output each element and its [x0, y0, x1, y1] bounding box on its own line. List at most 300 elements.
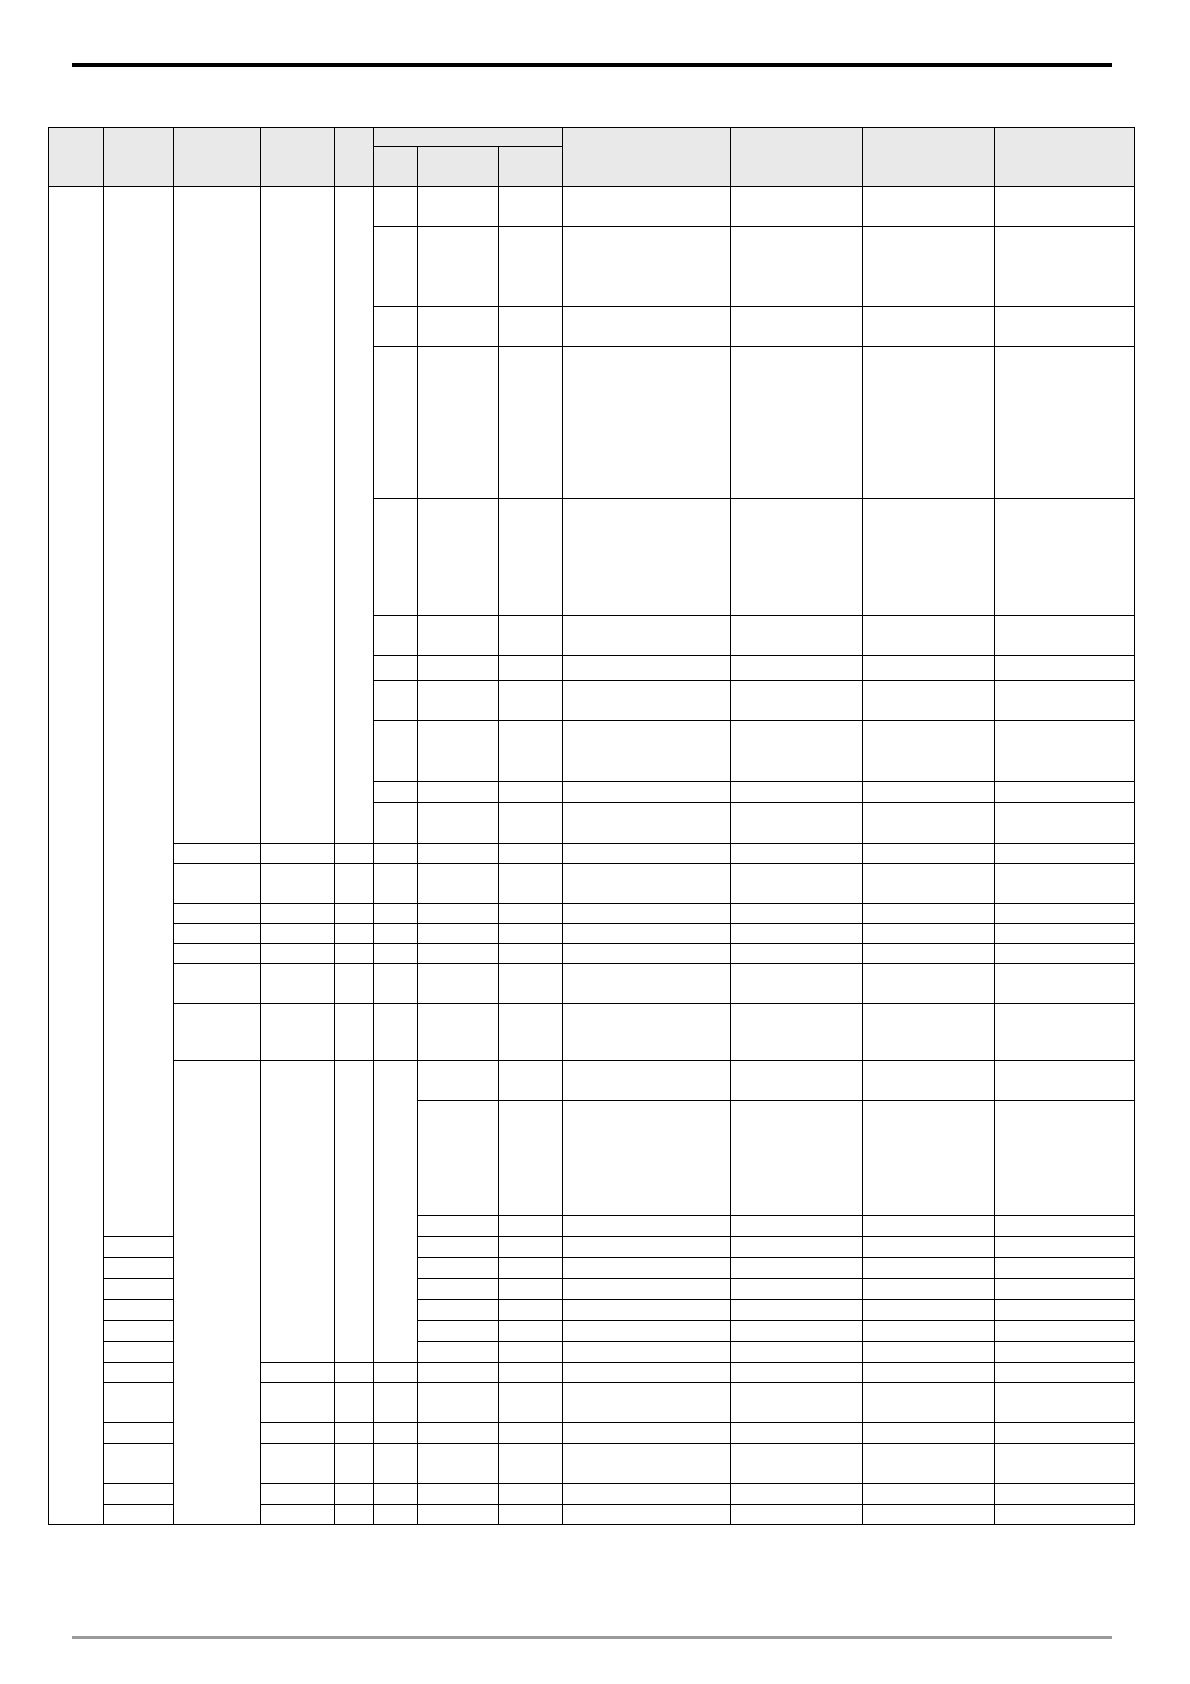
table-cell	[563, 1383, 731, 1423]
table-cell	[995, 1383, 1135, 1423]
table-cell	[499, 1258, 563, 1279]
table-cell	[374, 844, 418, 864]
table-cell	[374, 1004, 418, 1061]
table-cell	[374, 1363, 418, 1383]
table-cell	[374, 656, 418, 681]
table-cell	[418, 1363, 499, 1383]
header-cell	[995, 128, 1135, 187]
table-cell	[863, 1258, 995, 1279]
table-cell	[374, 944, 418, 964]
table-cell	[863, 1363, 995, 1383]
table-cell	[563, 1300, 731, 1321]
table-cell	[499, 1004, 563, 1061]
parameter-table	[48, 127, 1134, 1528]
table-cell	[863, 187, 995, 227]
table-cell	[499, 964, 563, 1004]
table-cell	[418, 1279, 499, 1300]
table-cell	[418, 1484, 499, 1505]
table-row	[49, 864, 1135, 904]
table-cell	[863, 1321, 995, 1342]
table-cell	[731, 1216, 863, 1237]
table-cell	[731, 1300, 863, 1321]
table-cell	[731, 1237, 863, 1258]
table-cell	[418, 1101, 499, 1216]
table-cell	[499, 1444, 563, 1484]
table-cell	[104, 1363, 174, 1383]
table-cell	[863, 1505, 995, 1525]
table-cell	[731, 1342, 863, 1363]
header-cell	[863, 128, 995, 187]
item-cell	[261, 187, 335, 844]
table-cell	[374, 616, 418, 656]
table-cell	[563, 681, 731, 721]
table-cell	[995, 1300, 1135, 1321]
table-row	[49, 924, 1135, 944]
table-cell	[563, 924, 731, 944]
table-cell	[499, 347, 563, 499]
table-cell	[374, 803, 418, 844]
table-cell	[563, 656, 731, 681]
table-cell	[731, 1444, 863, 1484]
table-cell	[499, 782, 563, 803]
table-cell	[563, 1061, 731, 1101]
table-cell	[731, 1321, 863, 1342]
table-cell	[863, 307, 995, 347]
table-cell	[995, 944, 1135, 964]
table-cell	[731, 1004, 863, 1061]
table-cell	[418, 656, 499, 681]
header-cell	[563, 128, 731, 187]
table-cell	[563, 1423, 731, 1444]
table-cell	[418, 803, 499, 844]
table-cell	[863, 499, 995, 616]
table-cell	[995, 227, 1135, 307]
header-cell	[49, 128, 104, 187]
table-cell	[863, 944, 995, 964]
table-cell	[731, 904, 863, 924]
table-cell	[863, 1061, 995, 1101]
header-rule	[72, 63, 1112, 67]
table-cell	[335, 944, 374, 964]
table-cell	[995, 616, 1135, 656]
table-cell	[418, 864, 499, 904]
table-cell	[335, 1363, 374, 1383]
table-cell	[563, 803, 731, 844]
table-cell	[499, 1237, 563, 1258]
table-cell	[418, 904, 499, 924]
table-cell	[104, 1423, 174, 1444]
table-cell	[731, 1363, 863, 1383]
header-cell	[335, 128, 374, 187]
table-cell	[731, 864, 863, 904]
table-cell	[335, 1423, 374, 1444]
table-cell	[174, 964, 261, 1004]
table-cell	[995, 1505, 1135, 1525]
table-cell	[563, 1505, 731, 1525]
table-cell	[863, 1444, 995, 1484]
table-cell	[104, 1258, 174, 1279]
table-cell	[863, 782, 995, 803]
table-cell	[731, 782, 863, 803]
table-cell	[335, 904, 374, 924]
table-cell	[174, 1004, 261, 1061]
table-cell	[374, 307, 418, 347]
table-row	[49, 187, 1135, 227]
table-cell	[563, 1363, 731, 1383]
table-cell	[335, 924, 374, 944]
table-cell	[731, 1484, 863, 1505]
table-cell	[499, 1101, 563, 1216]
table-row	[49, 964, 1135, 1004]
table-cell	[863, 1300, 995, 1321]
table-cell	[863, 1237, 995, 1258]
table-cell	[499, 499, 563, 616]
table-cell	[174, 844, 261, 864]
table-cell	[261, 1363, 335, 1383]
table-cell	[499, 924, 563, 944]
table-cell	[863, 1342, 995, 1363]
table-cell	[863, 803, 995, 844]
table-cell	[261, 844, 335, 864]
table-cell	[261, 1444, 335, 1484]
item-cell	[261, 1061, 335, 1363]
table-cell	[418, 307, 499, 347]
table-cell	[995, 1216, 1135, 1237]
table-cell	[261, 864, 335, 904]
table-cell	[261, 924, 335, 944]
table-cell	[563, 1101, 731, 1216]
table-cell	[731, 1061, 863, 1101]
table-cell	[104, 1279, 174, 1300]
table-cell	[499, 307, 563, 347]
table-cell	[335, 1383, 374, 1423]
table-cell	[731, 227, 863, 307]
table-cell	[374, 1444, 418, 1484]
table-cell	[863, 1423, 995, 1444]
table-cell	[731, 844, 863, 864]
table-cell	[563, 1321, 731, 1342]
table-cell	[563, 944, 731, 964]
table-cell	[995, 1342, 1135, 1363]
table-cell	[418, 227, 499, 307]
table-cell	[995, 1279, 1135, 1300]
table-cell	[995, 187, 1135, 227]
table-row	[49, 944, 1135, 964]
table-cell	[418, 924, 499, 944]
table-cell	[174, 864, 261, 904]
table-cell	[563, 1342, 731, 1363]
table-cell	[863, 864, 995, 904]
table-cell	[374, 721, 418, 782]
table-cell	[418, 1383, 499, 1423]
table-row	[49, 904, 1135, 924]
table-cell	[563, 844, 731, 864]
table-cell	[374, 964, 418, 1004]
subgroup-cell	[104, 187, 174, 1237]
table-cell	[563, 864, 731, 904]
table-row	[49, 1061, 1135, 1101]
table-cell	[731, 1258, 863, 1279]
table-cell	[995, 681, 1135, 721]
group-cell	[49, 187, 104, 1525]
parameter-table-grid	[48, 127, 1135, 1525]
table-cell	[563, 187, 731, 227]
table-cell	[418, 782, 499, 803]
table-cell	[261, 1505, 335, 1525]
table-cell	[499, 1279, 563, 1300]
table-cell	[863, 681, 995, 721]
table-cell	[418, 721, 499, 782]
table-cell	[174, 924, 261, 944]
table-cell	[863, 1004, 995, 1061]
table-cell	[418, 499, 499, 616]
table-cell	[863, 904, 995, 924]
table-cell	[863, 1383, 995, 1423]
table-cell	[261, 1484, 335, 1505]
table-cell	[374, 187, 418, 227]
header-subcell	[499, 147, 563, 187]
table-cell	[731, 1279, 863, 1300]
table-cell	[418, 1258, 499, 1279]
table-cell	[995, 964, 1135, 1004]
table-cell	[418, 616, 499, 656]
table-row	[49, 1004, 1135, 1061]
table-cell	[995, 803, 1135, 844]
table-cell	[104, 1300, 174, 1321]
table-cell	[374, 681, 418, 721]
table-cell	[418, 1321, 499, 1342]
table-cell	[563, 1004, 731, 1061]
table-cell	[731, 656, 863, 681]
table-cell	[563, 499, 731, 616]
header-cell	[261, 128, 335, 187]
table-cell	[995, 307, 1135, 347]
table-cell	[418, 1444, 499, 1484]
table-cell	[335, 864, 374, 904]
table-cell	[995, 499, 1135, 616]
table-cell	[995, 1004, 1135, 1061]
table-cell	[563, 964, 731, 1004]
table-cell	[995, 721, 1135, 782]
table-cell	[374, 1484, 418, 1505]
table-cell	[374, 347, 418, 499]
table-cell	[418, 1505, 499, 1525]
table-cell	[418, 347, 499, 499]
table-cell	[731, 944, 863, 964]
table-cell	[563, 307, 731, 347]
table-cell	[104, 1383, 174, 1423]
table-cell	[374, 227, 418, 307]
table-cell	[261, 1423, 335, 1444]
table-cell	[418, 964, 499, 1004]
table-cell	[499, 187, 563, 227]
table-cell	[563, 616, 731, 656]
table-cell	[499, 721, 563, 782]
table-cell	[863, 1279, 995, 1300]
table-cell	[499, 1321, 563, 1342]
table-cell	[731, 1505, 863, 1525]
item-cell	[335, 1061, 374, 1363]
table-cell	[995, 864, 1135, 904]
table-cell	[261, 1004, 335, 1061]
header-group-cell	[374, 128, 563, 147]
table-cell	[731, 616, 863, 656]
table-cell	[261, 944, 335, 964]
table-cell	[731, 803, 863, 844]
table-cell	[863, 721, 995, 782]
table-cell	[374, 782, 418, 803]
table-cell	[374, 864, 418, 904]
table-cell	[995, 1444, 1135, 1484]
table-cell	[499, 844, 563, 864]
table-cell	[374, 924, 418, 944]
table-cell	[563, 721, 731, 782]
table-cell	[995, 782, 1135, 803]
table-cell	[499, 1423, 563, 1444]
table-cell	[374, 1383, 418, 1423]
header-cell	[731, 128, 863, 187]
table-cell	[261, 1383, 335, 1423]
table-cell	[563, 1237, 731, 1258]
table-cell	[563, 1444, 731, 1484]
item-cell	[374, 1061, 418, 1363]
table-cell	[104, 1342, 174, 1363]
table-cell	[499, 904, 563, 924]
table-cell	[863, 656, 995, 681]
table-cell	[995, 1423, 1135, 1444]
table-cell	[335, 1004, 374, 1061]
table-cell	[335, 844, 374, 864]
table-cell	[731, 1101, 863, 1216]
table-cell	[499, 656, 563, 681]
header-subcell	[374, 147, 418, 187]
table-cell	[499, 227, 563, 307]
table-cell	[995, 1484, 1135, 1505]
table-cell	[335, 1444, 374, 1484]
table-cell	[863, 964, 995, 1004]
table-cell	[418, 1237, 499, 1258]
table-cell	[995, 1321, 1135, 1342]
table-cell	[104, 1444, 174, 1484]
table-cell	[261, 964, 335, 1004]
subgroup-cell	[174, 1061, 261, 1525]
table-cell	[499, 1363, 563, 1383]
table-cell	[418, 187, 499, 227]
table-cell	[995, 1237, 1135, 1258]
table-cell	[863, 616, 995, 656]
table-row	[49, 844, 1135, 864]
table-cell	[995, 844, 1135, 864]
item-cell	[335, 187, 374, 844]
table-cell	[418, 1061, 499, 1101]
table-cell	[374, 499, 418, 616]
table-cell	[174, 944, 261, 964]
header-cell	[104, 128, 174, 187]
table-cell	[563, 782, 731, 803]
table-cell	[563, 347, 731, 499]
table-cell	[418, 944, 499, 964]
table-cell	[104, 1505, 174, 1525]
table-cell	[563, 1216, 731, 1237]
table-cell	[563, 227, 731, 307]
table-cell	[499, 1216, 563, 1237]
table-cell	[563, 1484, 731, 1505]
table-cell	[731, 964, 863, 1004]
table-cell	[418, 1300, 499, 1321]
header-cell	[174, 128, 261, 187]
table-cell	[335, 1484, 374, 1505]
table-cell	[995, 924, 1135, 944]
table-cell	[995, 347, 1135, 499]
table-cell	[418, 1004, 499, 1061]
table-cell	[374, 1505, 418, 1525]
table-cell	[374, 904, 418, 924]
table-cell	[499, 1505, 563, 1525]
table-cell	[731, 307, 863, 347]
table-cell	[731, 187, 863, 227]
table-cell	[731, 347, 863, 499]
table-cell	[499, 1061, 563, 1101]
item-cell	[174, 187, 261, 844]
table-cell	[374, 1423, 418, 1444]
table-cell	[863, 1216, 995, 1237]
table-cell	[335, 1505, 374, 1525]
table-cell	[499, 681, 563, 721]
table-cell	[995, 1101, 1135, 1216]
table-cell	[731, 499, 863, 616]
table-cell	[731, 1383, 863, 1423]
table-cell	[863, 924, 995, 944]
table-cell	[863, 1484, 995, 1505]
table-cell	[335, 964, 374, 1004]
table-cell	[261, 904, 335, 924]
table-cell	[563, 904, 731, 924]
table-cell	[499, 1383, 563, 1423]
table-cell	[499, 803, 563, 844]
table-cell	[731, 924, 863, 944]
table-cell	[418, 681, 499, 721]
footer-rule	[72, 1636, 1112, 1639]
table-cell	[995, 656, 1135, 681]
table-cell	[499, 1342, 563, 1363]
table-cell	[863, 844, 995, 864]
table-cell	[104, 1321, 174, 1342]
table-cell	[499, 1484, 563, 1505]
table-cell	[563, 1279, 731, 1300]
table-cell	[863, 347, 995, 499]
table-cell	[995, 904, 1135, 924]
table-cell	[499, 616, 563, 656]
table-cell	[995, 1363, 1135, 1383]
table-cell	[418, 844, 499, 864]
table-cell	[499, 864, 563, 904]
table-cell	[104, 1484, 174, 1505]
table-cell	[499, 944, 563, 964]
table-cell	[731, 1423, 863, 1444]
table-cell	[499, 1300, 563, 1321]
table-cell	[731, 681, 863, 721]
table-cell	[563, 1258, 731, 1279]
table-cell	[174, 904, 261, 924]
table-cell	[995, 1061, 1135, 1101]
table-cell	[995, 1258, 1135, 1279]
table-cell	[731, 721, 863, 782]
table-cell	[418, 1423, 499, 1444]
table-cell	[863, 227, 995, 307]
table-cell	[104, 1237, 174, 1258]
header-subcell	[418, 147, 499, 187]
table-cell	[863, 1101, 995, 1216]
